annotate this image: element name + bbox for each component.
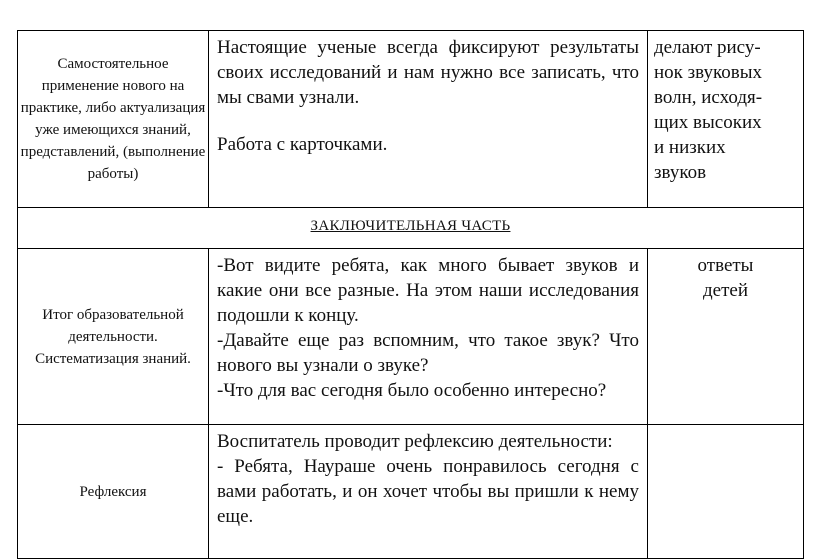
teacher-text: -Что для вас сегодня было особенно интересно? (217, 380, 607, 401)
children-text-line: и низких (654, 137, 726, 158)
table-row (18, 31, 804, 208)
children-text-line: детей (702, 280, 748, 301)
teacher-text: Воспитатель проводит рефлексию деятельности: (217, 431, 613, 452)
teacher-activity-cell (209, 31, 648, 208)
section-header (18, 208, 804, 249)
children-text-line: щих высоких (654, 112, 762, 133)
table-row (18, 208, 804, 249)
stage-cell (18, 249, 209, 425)
children-text-line: нок звуковых (654, 62, 762, 83)
stage-label: Итог образовательной деятельности. Систематизация знаний. (35, 306, 191, 367)
table-row (18, 425, 804, 559)
children-text-line: ответы (697, 255, 754, 276)
teacher-activity-cell (209, 249, 648, 425)
stage-label: Самостоятельное применение нового на практике, либо актуализация уже имеющихся знаний, представлений, (выполнение работы) (20, 56, 206, 182)
teacher-text: - Ребята, Наураше очень понравилось сегодня с вами работать, и он хочет чтобы вы пришли к нему еще. (217, 456, 639, 527)
children-text-line: делают рису- (654, 37, 761, 58)
teacher-text: Работа с карточками. (217, 134, 388, 155)
table-row (18, 249, 804, 425)
stage-cell (18, 31, 209, 208)
children-activity-cell (648, 31, 804, 208)
children-text-line: волн, исходя- (654, 87, 763, 108)
teacher-activity-cell (209, 425, 648, 559)
teacher-text: -Давайте еще раз вспомним, что такое звук? Что нового вы узнали о звуке? (217, 330, 639, 376)
children-text-line: звуков (654, 162, 707, 183)
children-activity-cell (648, 425, 804, 559)
stage-cell (18, 425, 209, 559)
section-title: ЗАКЛЮЧИТЕЛЬНАЯ ЧАСТЬ (310, 218, 511, 234)
teacher-text: -Вот видите ребята, как много бывает звуков и какие они все разные. На этом наши исследования подошли к концу. (217, 255, 639, 326)
children-activity-cell (648, 249, 804, 425)
stage-label: Рефлексия (79, 483, 147, 500)
lesson-plan-table (17, 30, 804, 559)
teacher-text: Настоящие ученые всегда фиксируют результаты своих исследований и нам нужно все записать, что мы свами узнали. (217, 37, 639, 108)
